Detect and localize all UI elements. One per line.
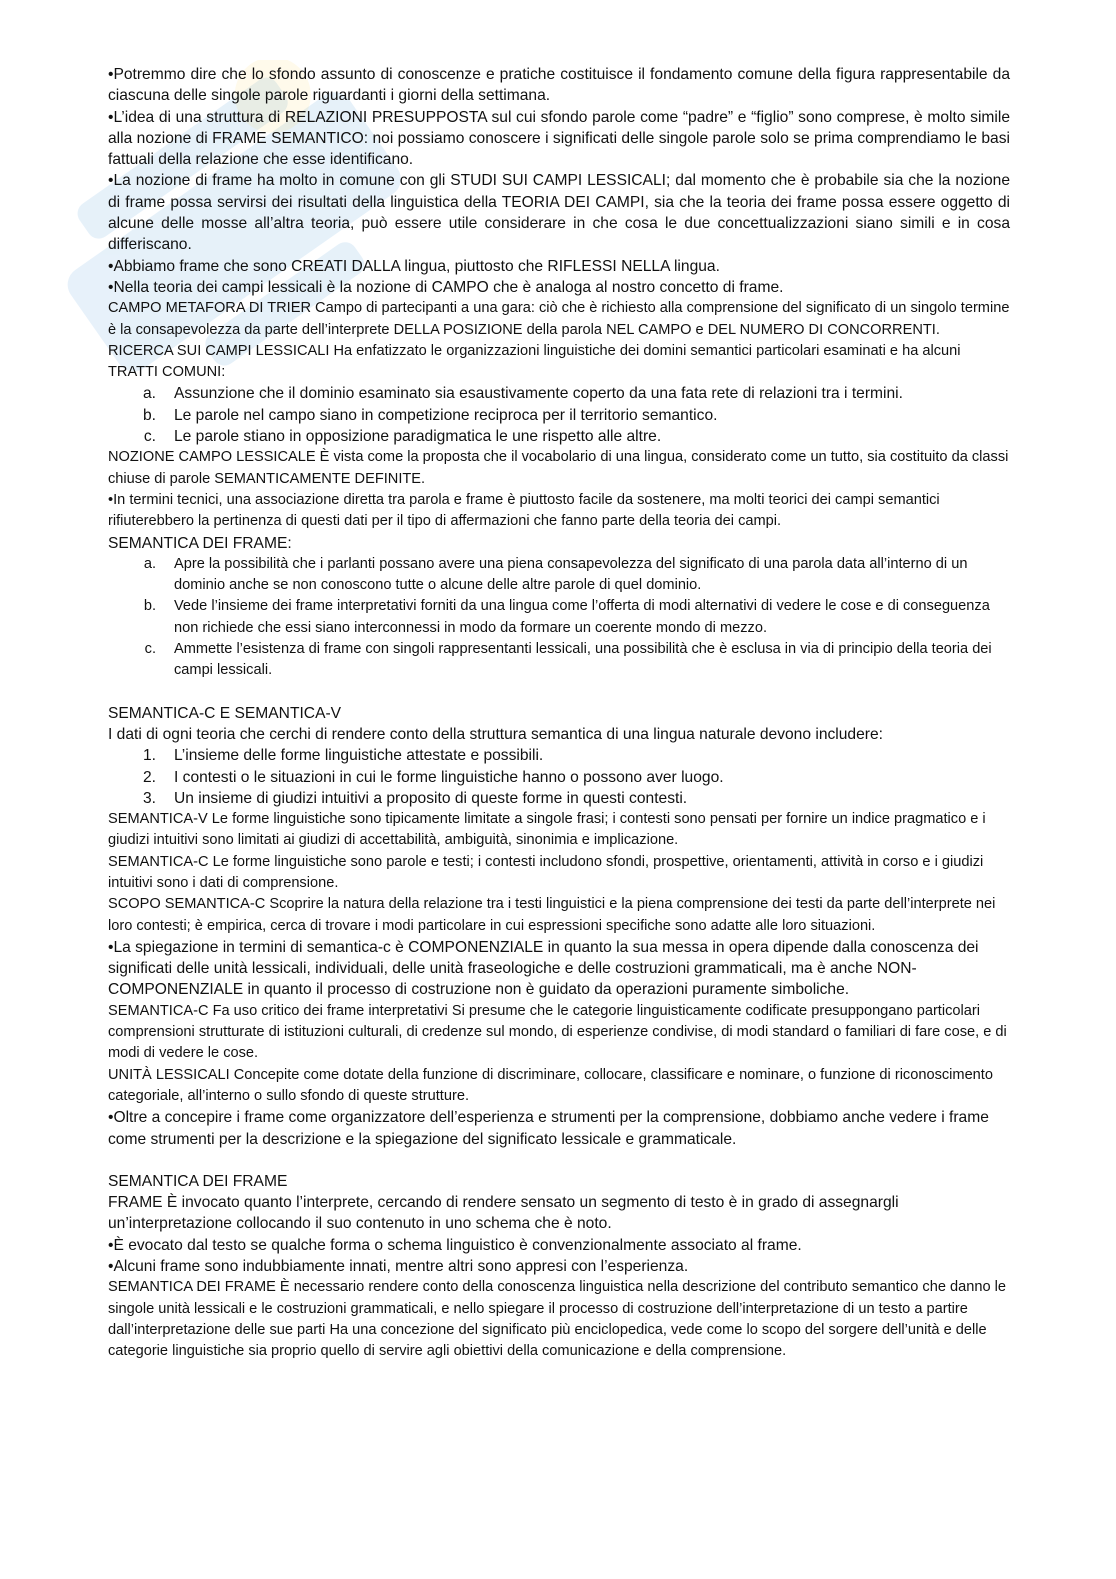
list: [108, 745, 1010, 809]
list-item: 3. Un insieme di giudizi intuitivi a proposito di queste forme in questi contesti.: [142, 789, 688, 807]
paragraph: •La nozione di frame ha molto in comune con gli STUDI SUI CAMPI LESSICALI; dal momento che è probabile sia che la nozione di frame possa servirsi dei risultati della linguistica della TEORIA DEI CAMPI, sia che la teoria dei frame possa essere oggetto di alcune delle mosse all’altra teoria, può essere utile considerare in che cosa le due concettualizzazioni siano simili e in cosa differiscano.: [108, 172, 1010, 254]
paragraph: SEMANTICA-V Le forme linguistiche sono tipicamente limitate a singole frasi; i contesti sono pensati per fornire un indice pragmatico e i giudizi intuitivi sono limitati ai giudizi di accettabilità, ambiguità, sinonimia e implicazione.: [108, 811, 986, 849]
paragraph: FRAME È invocato quanto l’interprete, cercando di rendere sensato un segmento di testo è in grado di assegnargli un’interpretazione collocando il suo contenuto in uno schema che è noto.: [108, 1194, 899, 1233]
list-item: a. Assunzione che il dominio esaminato sia esaustivamente coperto da una fata rete di relazioni tra i termini.: [142, 385, 903, 403]
paragraph: RICERCA SUI CAMPI LESSICALI Ha enfatizzato le organizzazioni linguistiche dei domini semantici particolari esaminati e ha alcuni TRATTI COMUNI:: [108, 342, 961, 381]
list-item: 1. L’insieme delle forme linguistiche attestate e possibili.: [142, 747, 544, 765]
paragraph: SCOPO SEMANTICA-C Scoprire la natura della relazione tra i testi linguistici e la piena comprensione dei testi da parte dell’interprete nei loro contesti; è empirica, cerca di trovare i modi particolare in cui espressioni specifiche sono adatte alle loro situazioni.: [108, 896, 996, 934]
document-body: [108, 64, 1010, 1363]
section-title: SEMANTICA-C E SEMANTICA-V: [108, 704, 342, 722]
paragraph: CAMPO METAFORA DI TRIER Campo di partecipanti a una gara: ciò che è richiesto alla comprensione del significato di un singolo termine è la consapevolezza da parte dell’interprete DELLA POSIZIONE della parola NEL CAMPO e DEL NUMERO DI CONCORRENTI.: [108, 300, 1010, 338]
paragraph: NOZIONE CAMPO LESSICALE È vista come la proposta che il vocabolario di una lingua, considerato come un tutto, sia costituito da classi chiuse di parole SEMANTICAMENTE DEFINITE.: [108, 449, 1009, 487]
list-item: c. Ammette l’esistenza di frame con singoli rappresentanti lessicali, una possibilità che è esclusa in via di principio della teoria dei campi lessicali.: [144, 641, 992, 679]
heading: SEMANTICA DEI FRAME:: [108, 534, 292, 552]
section-title: SEMANTICA DEI FRAME: [108, 1172, 288, 1190]
paragraph: •Oltre a concepire i frame come organizzatore dell’esperienza e strumenti per la comprensione, dobbiamo anche vedere i frame come strumenti per la descrizione e la spiegazione del significato lessicale e grammaticale.: [108, 1109, 989, 1148]
list: [108, 383, 1010, 447]
paragraph: •Nella teoria dei campi lessicali è la nozione di CAMPO che è analoga al nostro concetto di frame.: [108, 278, 784, 296]
paragraph: •Abbiamo frame che sono CREATI DALLA lingua, piuttosto che RIFLESSI NELLA lingua.: [108, 257, 720, 275]
paragraph: •Potremmo dire che lo sfondo assunto di conoscenze e pratiche costituisce il fondamento comune della figura rappresentabile da ciascuna delle singole parole riguardanti i giorni della settimana.: [108, 66, 1010, 105]
list-item: b. Vede l’insieme dei frame interpretativi forniti da una lingua come l’offerta di modi alternativi di vedere le cose e di conseguenza non richiede che essi siano interconnessi in modo da formare un coerente mondo di mezzo.: [143, 598, 990, 636]
list-item: b. Le parole nel campo siano in competizione reciproca per il territorio semantico.: [142, 406, 718, 424]
paragraph: SEMANTICA DEI FRAME È necessario rendere conto della conoscenza linguistica nella descrizione del contributo semantico che danno le singole unità lessicali e le costruzioni grammaticali, e nello spiegare il processo di costruzione dell’interpretazione di un testo a partire dall’interpretazione delle sue parti Ha una concezione del significato più enciclopedica, vede come lo scopo del sorgere dell’unità e delle categorie linguistiche sia proprio quello di servire agli obiettivi della comunicazione e della comprensione.: [108, 1279, 1006, 1360]
paragraph: SEMANTICA-C Fa uso critico dei frame interpretativi Si presume che le categorie linguisticamente codificate presuppongano particolari comprensioni strutturate di istituzioni culturali, di credenze sul mondo, di esperienze condivise, di modi standard o familiari di fare cose, e di modi di vedere le cose.: [108, 1002, 1007, 1062]
paragraph: •Alcuni frame sono indubbiamente innati, mentre altri sono appresi con l’esperienza.: [108, 1258, 689, 1276]
list-item: c. Le parole stiano in opposizione paradigmatica le une rispetto alle altre.: [143, 428, 662, 446]
paragraph: SEMANTICA-C Le forme linguistiche sono parole e testi; i contesti includono sfondi, prospettive, orientamenti, attività in corso e i giudizi intuitivi sono i dati di comprensione.: [108, 853, 984, 891]
paragraph: •L’idea di una struttura di RELAZIONI PRESUPPOSTA sul cui sfondo parole come “padre” e “figlio” sono comprese, è molto simile alla nozione di FRAME SEMANTICO: noi possiamo conoscere i significati delle singole parole solo se prima comprendiamo le basi fattuali della relazione che esse identificano.: [108, 108, 1010, 169]
list-item: 2. I contesti o le situazioni in cui le forme linguistiche hanno o possono aver luogo.: [142, 768, 724, 786]
paragraph: •È evocato dal testo se qualche forma o schema linguistico è convenzionalmente associato al frame.: [108, 1236, 802, 1254]
paragraph: I dati di ogni teoria che cerchi di rendere conto della struttura semantica di una lingua naturale devono includere:: [108, 725, 883, 743]
paragraph: •In termini tecnici, una associazione diretta tra parola e frame è piuttosto facile da sostenere, ma molti teorici dei campi semantici rifiuterebbero la pertinenza di questi dati per il tipo di affermazioni che fanno parte della teoria dei campi.: [108, 491, 940, 530]
list: [108, 554, 1010, 682]
list-item: a. Apre la possibilità che i parlanti possano avere una piena consapevolezza del significato di una parola data all’interno di un dominio anche se non conoscono tutte o alcune delle altre parole di quel dominio.: [143, 555, 968, 594]
paragraph: •La spiegazione in termini di semantica-c è COMPONENZIALE in quanto la sua messa in opera dipende dalla conoscenza dei significati delle unità lessicali, individuali, delle unità fraseologiche e delle costruzioni grammaticali, ma è anche NON- COMPONENZIALE in quanto il processo di costruzione non è guidato da operazioni puramente simboliche.: [108, 938, 979, 999]
paragraph: UNITÀ LESSICALI Concepite come dotate della funzione di discriminare, collocare, classificare e nominare, o funzione di riconoscimento categoriale, all’interno o sullo sfondo di queste strutture.: [108, 1066, 993, 1104]
